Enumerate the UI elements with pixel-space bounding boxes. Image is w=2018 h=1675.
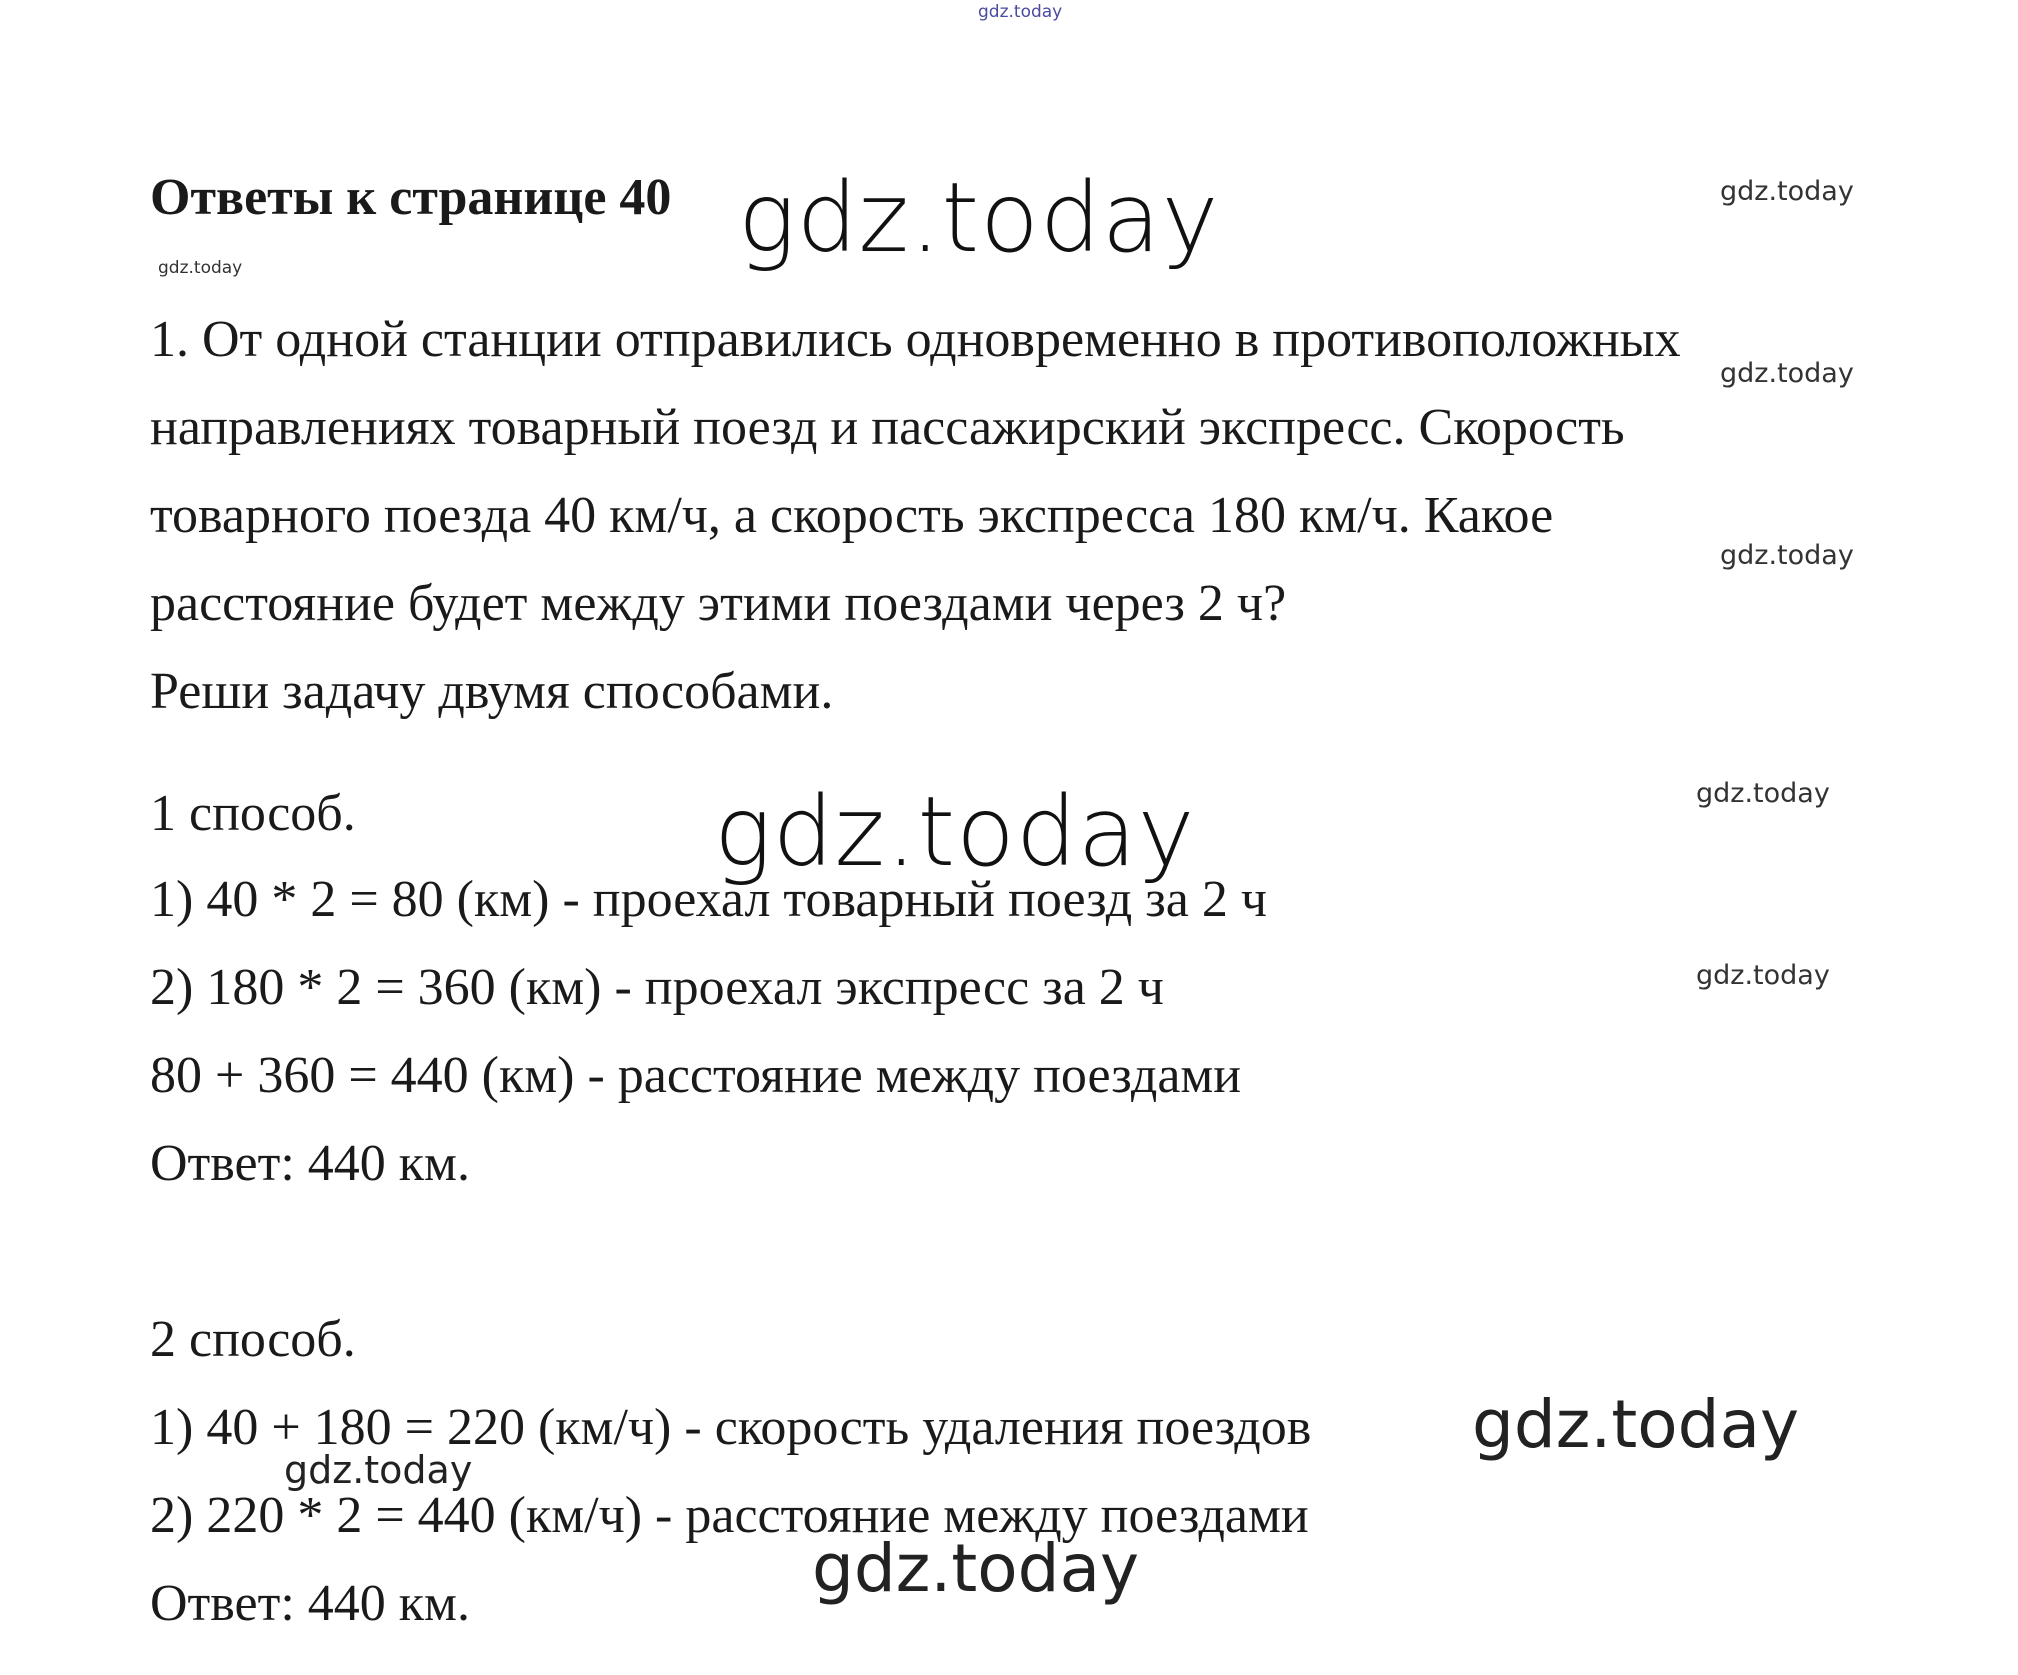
problem-line-5: Реши задачу двумя способами. xyxy=(150,663,834,720)
watermark-tiny-1: gdz.today xyxy=(158,258,243,278)
watermark-small-4: gdz.today xyxy=(1696,778,1830,809)
watermark-small-3: gdz.today xyxy=(1720,540,1854,571)
watermark-small-2: gdz.today xyxy=(1720,358,1854,389)
method2-heading: 2 способ. xyxy=(150,1311,356,1368)
method1-answer: Ответ: 440 км. xyxy=(150,1135,470,1192)
problem-line-3: товарного поезда 40 км/ч, а скорость экспресса 180 км/ч. Какое xyxy=(150,487,1554,544)
method2-answer: Ответ: 440 км. xyxy=(150,1575,470,1632)
page-title: Ответы к странице 40 xyxy=(150,169,672,226)
method1-step-2: 2) 180 * 2 = 360 (км) - проехал экспресс за 2 ч xyxy=(150,959,1164,1016)
method1-step-1: 1) 40 * 2 = 80 (км) - проехал товарный поезд за 2 ч xyxy=(150,871,1268,928)
problem-line-4: расстояние будет между этими поездами через 2 ч? xyxy=(150,575,1287,632)
watermark-small-5: gdz.today xyxy=(1696,960,1830,991)
watermark-mid-3: gdz.today xyxy=(812,1530,1140,1607)
watermark-small-1: gdz.today xyxy=(1720,176,1854,207)
method1-step-3: 80 + 360 = 440 (км) - расстояние между поездами xyxy=(150,1047,1242,1104)
method2-step-2: 2) 220 * 2 = 440 (км/ч) - расстояние между поездами xyxy=(150,1487,1309,1544)
watermark-mid-1: gdz.today xyxy=(1472,1386,1800,1463)
method1-heading: 1 способ. xyxy=(150,785,356,842)
watermark-top: gdz.today xyxy=(978,2,1063,22)
problem-line-1: 1. От одной станции отправились одновременно в противоположных xyxy=(150,311,1681,368)
problem-line-2: направлениях товарный поезд и пассажирский экспресс. Скорость xyxy=(150,399,1625,456)
watermark-large-2: gdz.today xyxy=(714,776,1196,888)
watermark-large-1: gdz.today xyxy=(738,162,1220,274)
watermark-mid-2: gdz.today xyxy=(284,1448,473,1492)
method2-step-1: 1) 40 + 180 = 220 (км/ч) - скорость удаления поездов xyxy=(150,1399,1312,1456)
